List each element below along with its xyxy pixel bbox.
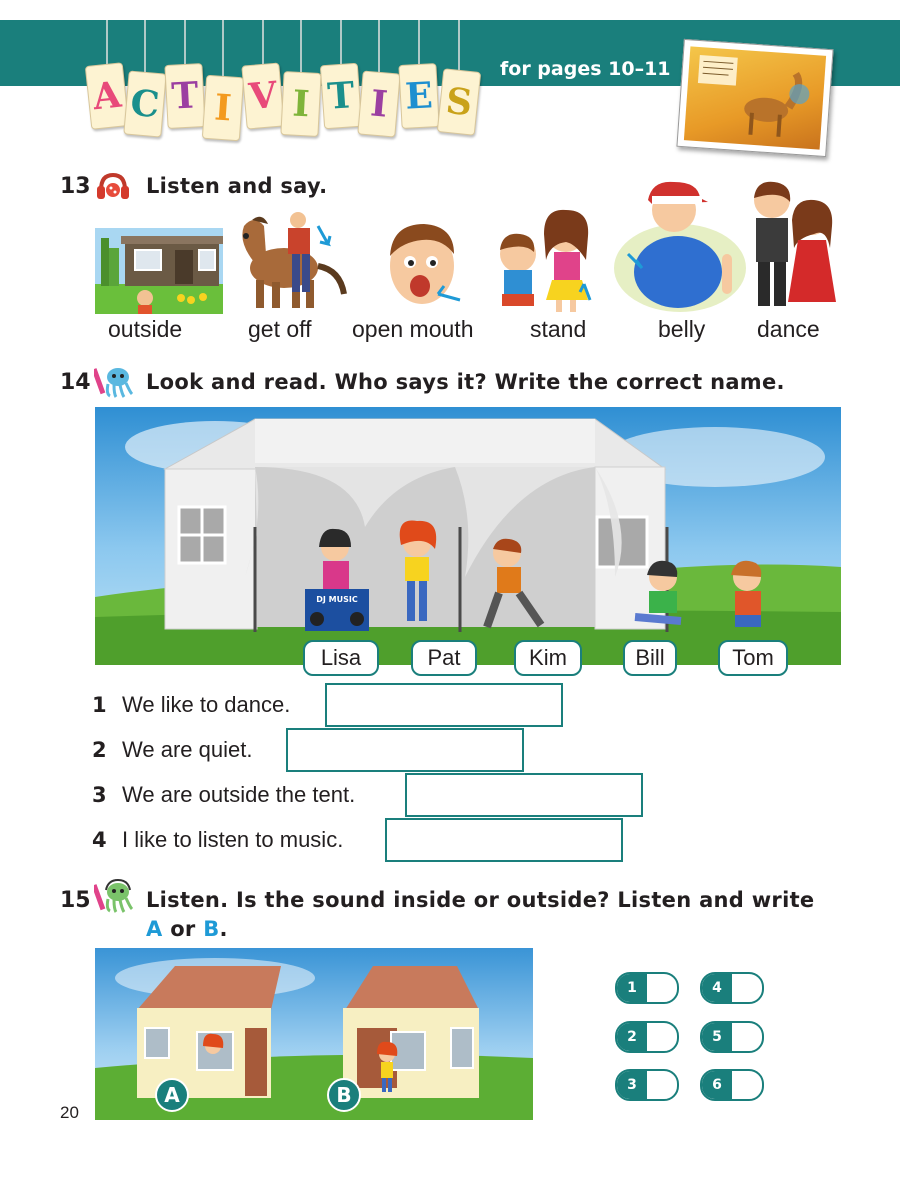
vocab-word: outside [108,316,183,342]
title-letter-tile: S [437,68,481,136]
vocab-word: stand [530,316,587,342]
tile-string [262,20,264,64]
sentence-text: We are quiet. [122,737,253,762]
tile-string [184,20,186,64]
period: . [219,917,228,941]
house-b-badge: B [327,1078,361,1112]
question-13-instruction: Listen and say. [146,174,328,198]
name-box: Tom [718,640,788,676]
camel-illustration [684,46,826,149]
answer-pill-number: 2 [617,1023,647,1051]
open-mouth-picture [382,216,466,312]
question-15-instruction: Listen. Is the sound inside or outside? Listen and write [146,888,815,912]
answer-pill-number: 5 [702,1023,732,1051]
get-off-picture [232,210,350,314]
vocab-word: belly [658,316,706,342]
vocab-word: open mouth [352,316,474,342]
title-letter-tile: I [202,75,244,141]
question-15-number: 15 [60,888,91,913]
title-letter-tile: V [241,62,284,129]
story-thumbnail [676,39,833,157]
vocab-word: get off [248,316,312,342]
answer-pill-number: 4 [702,974,732,1002]
answer-box[interactable] [286,728,524,772]
answer-box[interactable] [405,773,643,817]
sentence-text: We like to dance. [122,692,291,717]
answer-pill-number: 3 [617,1071,647,1099]
title-letter-tile: I [280,71,321,137]
title-letter-tile: A [85,62,129,130]
answer-pill-number: 1 [617,974,647,1002]
tile-string [144,20,146,72]
sentence-text: I like to listen to music. [122,827,344,852]
belly-picture [612,180,748,312]
name-box: Lisa [303,640,379,676]
dance-picture [748,178,836,316]
title-letter-tile: T [164,63,205,129]
name-box: Bill [623,640,677,676]
answer-pill[interactable] [700,972,764,1004]
tile-string [418,20,420,64]
question-14-instruction: Look and read. Who says it? Write the correct name. [146,370,785,394]
title-letter-tile: I [357,70,400,137]
tile-string [222,20,224,76]
answer-pill[interactable] [615,972,679,1004]
answer-box[interactable] [325,683,563,727]
question-15-instruction-line2 [146,917,228,941]
page-number: 20 [60,1103,79,1122]
tile-string [458,20,460,72]
answer-pill-number: 6 [702,1071,732,1099]
house-a-badge: A [155,1078,189,1112]
name-box: Kim [514,640,582,676]
answer-box[interactable] [385,818,623,862]
headphones-icon [96,172,130,202]
sentence-number: 4 [92,828,107,852]
sentence-text: We are outside the tent. [122,782,356,807]
sentence-number: 1 [92,693,107,717]
title-letter-tile: E [398,63,439,129]
sentence-number: 3 [92,783,107,807]
option-b-label: B [203,917,220,941]
or-text: or [170,917,196,941]
answer-pill[interactable] [700,1021,764,1053]
tent-scene [95,407,841,665]
octopus-headphones-icon [94,878,128,908]
option-a-label: A [146,917,163,941]
header-subtitle: for pages 10–11 [500,58,671,80]
dj-sign: DJ MUSIC [316,595,358,604]
question-14-number: 14 [60,370,91,395]
title-letter-tile: T [320,63,362,129]
tile-string [300,20,302,72]
octopus-pencil-icon [94,364,128,394]
tile-string [340,20,342,64]
answer-pill[interactable] [700,1069,764,1101]
title-letter-tile: C [123,70,166,137]
sentence-number: 2 [92,738,107,762]
tile-string [378,20,380,72]
outside-picture [95,228,223,314]
houses-scene [95,948,533,1120]
name-box: Pat [411,640,477,676]
vocab-word: dance [757,316,820,342]
answer-pill[interactable] [615,1069,679,1101]
tile-string [106,20,108,64]
stand-picture [490,204,602,314]
answer-pill[interactable] [615,1021,679,1053]
question-13-number: 13 [60,174,91,199]
